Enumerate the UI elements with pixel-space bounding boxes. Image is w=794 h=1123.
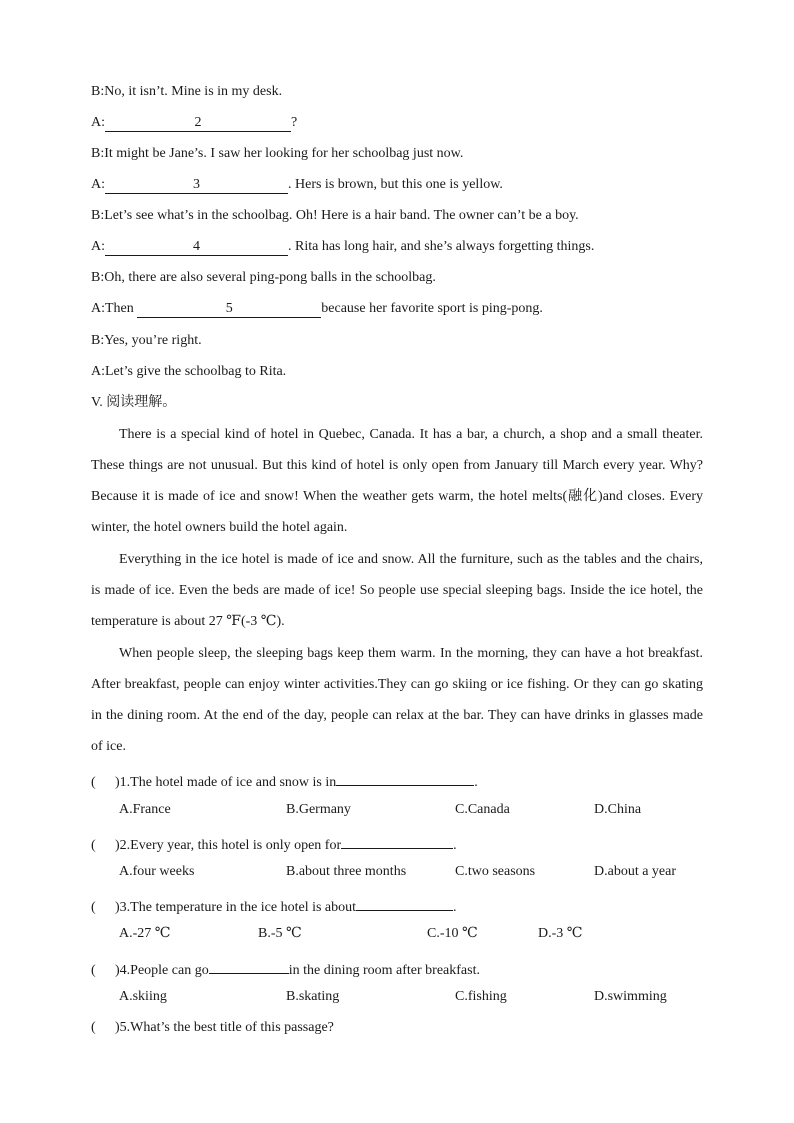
- line-suffix: . Hers is brown, but this one is yellow.: [288, 177, 503, 192]
- answer-blank-2[interactable]: 2: [105, 115, 291, 132]
- dialogue-line-10: A:Let’s give the schoolbag to Rita.: [91, 364, 287, 379]
- dialogue-line-2: [91, 114, 297, 132]
- line-suffix: . Rita has long hair, and she’s always forgetting things.: [288, 239, 595, 254]
- speaker-label: A:: [91, 239, 105, 254]
- dialogue-line-1: B:No, it isn’t. Mine is in my desk.: [91, 84, 283, 99]
- speaker-label: A:: [91, 115, 105, 130]
- answer-blank-3[interactable]: 3: [105, 177, 288, 194]
- question-stem: 1.The hotel made of ice and snow is in: [119, 775, 337, 790]
- option-c[interactable]: C.fishing: [455, 989, 507, 1004]
- question-stem: 4.People can go: [119, 963, 209, 978]
- dialogue-line-3: B:It might be Jane’s. I saw her looking for her schoolbag just now.: [91, 146, 464, 161]
- dialogue-line-7: B:Oh, there are also several ping-pong balls in the schoolbag.: [91, 270, 436, 285]
- question-stem: 2.Every year, this hotel is only open for: [119, 838, 342, 853]
- answer-paren-open: (: [91, 775, 96, 790]
- question-suffix: .: [453, 838, 457, 853]
- question-suffix: in the dining room after breakfast.: [288, 963, 480, 978]
- option-d[interactable]: D.-3 ℃: [538, 926, 583, 941]
- option-c[interactable]: C.two seasons: [455, 864, 536, 879]
- answer-paren-close: ): [115, 838, 120, 853]
- question-5: [91, 1019, 334, 1037]
- section-heading: V. 阅读理解。: [91, 395, 177, 410]
- option-d[interactable]: D.swimming: [594, 989, 667, 1004]
- question-blank[interactable]: [209, 957, 289, 974]
- option-a[interactable]: A.skiing: [119, 989, 167, 1004]
- answer-paren-close: ): [115, 1020, 120, 1035]
- question-1: [91, 769, 478, 792]
- question-suffix: .: [453, 900, 457, 915]
- option-a[interactable]: A.four weeks: [119, 864, 195, 879]
- speaker-label: A:: [91, 177, 105, 192]
- dialogue-line-5: B:Let’s see what’s in the schoolbag. Oh! Here is a hair band. The owner can’t be a boy.: [91, 208, 579, 223]
- dialogue-line-8: [91, 300, 543, 318]
- line-suffix: because her favorite sport is ping-pong.: [321, 301, 543, 316]
- option-a[interactable]: A.France: [119, 802, 171, 817]
- dialogue-line-9: B:Yes, you’re right.: [91, 333, 202, 348]
- passage-paragraph-1: There is a special kind of hotel in Quebec, Canada. It has a bar, a church, a shop and a small theater. These things are not unusual. But this kind of hotel is only open from January till March every year. Why? Because it is made of ice and snow! When the weather gets warm, the hotel melts(融化)and closes. Every winter, the hotel owners build the hotel again.: [91, 427, 703, 535]
- option-b[interactable]: B.skating: [286, 989, 340, 1004]
- question-stem: 3.The temperature in the ice hotel is about: [119, 900, 357, 915]
- answer-paren-close: ): [115, 775, 120, 790]
- answer-paren-open: (: [91, 838, 96, 853]
- answer-paren-open: (: [91, 900, 96, 915]
- question-blank[interactable]: [336, 769, 474, 786]
- option-d[interactable]: D.about a year: [594, 864, 677, 879]
- option-b[interactable]: B.Germany: [286, 802, 351, 817]
- option-b[interactable]: B.-5 ℃: [258, 926, 302, 941]
- answer-blank-4[interactable]: 4: [105, 239, 288, 256]
- answer-paren-close: ): [115, 900, 120, 915]
- question-2: [91, 832, 457, 855]
- answer-paren-close: ): [115, 963, 120, 978]
- question-stem: 5.What’s the best title of this passage?: [119, 1020, 334, 1035]
- question-3: [91, 894, 457, 917]
- option-d[interactable]: D.China: [594, 802, 642, 817]
- dialogue-line-6: [91, 238, 594, 256]
- option-a[interactable]: A.-27 ℃: [119, 926, 171, 941]
- option-c[interactable]: C.-10 ℃: [427, 926, 478, 941]
- answer-blank-5[interactable]: 5: [137, 301, 321, 318]
- passage-paragraph-3: When people sleep, the sleeping bags keep them warm. In the morning, they can have a hot breakfast. After breakfast, people can enjoy winter activities.They can go skiing or ice fishing. Or they can go skating in the dining room. At the end of the day, people can relax at the bar. They can have drinks in glasses made of ice.: [91, 646, 703, 754]
- option-c[interactable]: C.Canada: [455, 802, 510, 817]
- line-suffix: ?: [291, 115, 298, 130]
- option-b[interactable]: B.about three months: [286, 864, 407, 879]
- answer-paren-open: (: [91, 963, 96, 978]
- question-suffix: .: [474, 775, 478, 790]
- dialogue-line-4: [91, 176, 503, 194]
- question-blank[interactable]: [356, 894, 453, 911]
- passage-paragraph-2: Everything in the ice hotel is made of ice and snow. All the furniture, such as the tables and the chairs, is made of ice. Even the beds are made of ice! So people use special sleeping bags. Inside the ice hotel, the temperature is about 27 ℉(-3 ℃).: [91, 552, 703, 629]
- question-4: [91, 957, 480, 980]
- answer-paren-open: (: [91, 1020, 96, 1035]
- speaker-label: A:Then: [91, 301, 138, 316]
- question-blank[interactable]: [341, 832, 453, 849]
